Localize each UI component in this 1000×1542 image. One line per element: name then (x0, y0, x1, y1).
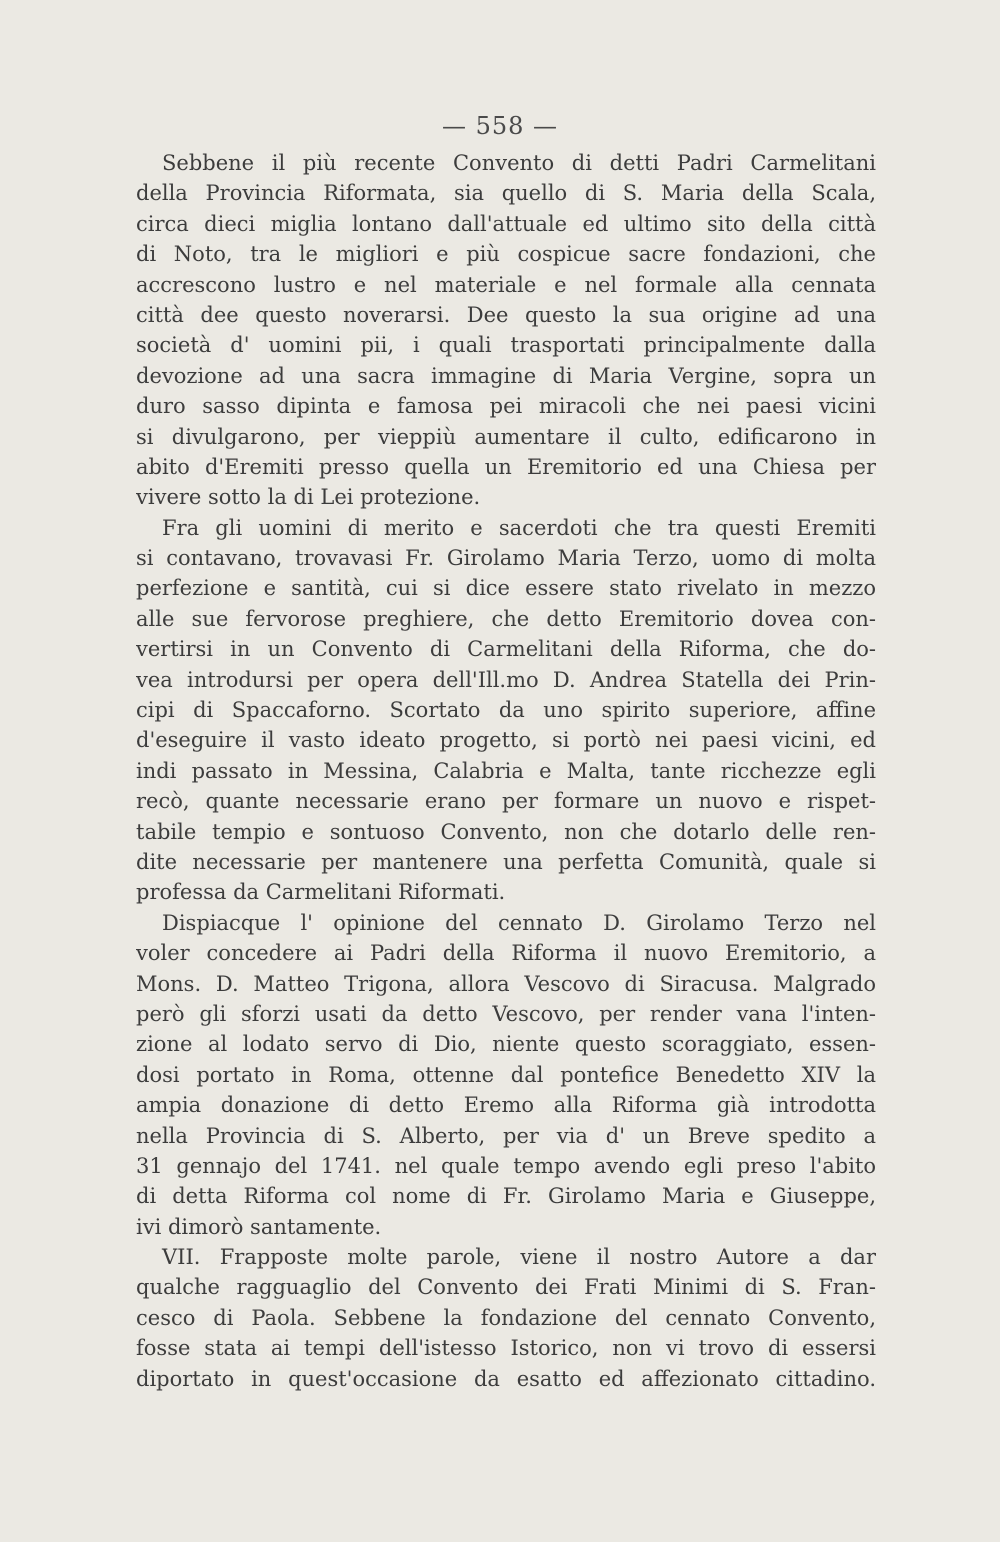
text-line: alle sue fervorose preghiere, che detto Eremitorio dovea con- (136, 606, 876, 631)
text-line: Sebbene il più recente Convento di detti Padri Carmelitani (162, 151, 876, 175)
text-line: perfezione e santità, cui si dice essere stato rivelato in mezzo (136, 576, 876, 601)
text-line: città dee questo noverarsi. Dee questo la sua origine ad una (136, 302, 876, 327)
page-number: — 558 — (441, 112, 559, 140)
text-line: cesco di Paola. Sebbene la fondazione del cennato Convento, (136, 1305, 876, 1330)
text-line: ivi dimorò santamente. (136, 1214, 382, 1239)
text-line: vertirsi in un Convento di Carmelitani della Riforma, che do- (136, 637, 876, 662)
text-line: circa dieci miglia lontano dall'attuale ed ultimo sito della città (136, 211, 876, 236)
text-line: dite necessarie per mantenere una perfetta Comunità, quale si (136, 849, 876, 874)
text-line: si divulgarono, per vieppiù aumentare il culto, edificarono in (136, 424, 876, 449)
text-line: devozione ad una sacra immagine di Maria Vergine, sopra un (136, 363, 876, 388)
text-line: Dispiacque l' opinione del cennato D. Girolamo Terzo nel (162, 910, 876, 935)
text-line: Fra gli uomini di merito e sacerdoti che tra questi Eremiti (162, 515, 876, 540)
text-line: di detta Riforma col nome di Fr. Girolamo Maria e Giuseppe, (136, 1184, 876, 1209)
text-line: diportato in quest'occasione da esatto ed affezionato cittadino. (136, 1366, 876, 1391)
text-line: accrescono lustro e nel materiale e nel formale alla cennata (136, 272, 876, 297)
text-line: però gli sforzi usati da detto Vescovo, per render vana l'inten- (136, 1001, 876, 1026)
text-line: tabile tempio e sontuoso Convento, non che dotarlo delle ren- (136, 819, 876, 844)
body-text (136, 148, 876, 1394)
text-line: Mons. D. Matteo Trigona, allora Vescovo di Siracusa. Malgrado (136, 971, 876, 996)
text-line: nella Provincia di S. Alberto, per via d' un Breve spedito a (136, 1123, 876, 1148)
text-line: ampia donazione di detto Eremo alla Riforma già introdotta (136, 1093, 876, 1118)
text-line: dosi portato in Roma, ottenne dal pontefice Benedetto XIV la (136, 1062, 876, 1087)
text-line: cipi di Spaccaforno. Scortato da uno spirito superiore, affine (136, 698, 876, 723)
text-line: voler concedere ai Padri della Riforma il nuovo Eremitorio, a (136, 941, 876, 966)
text-line: vea introdursi per opera dell'Ill.mo D. Andrea Statella dei Prin- (136, 667, 876, 692)
text-line: zione al lodato servo di Dio, niente questo scoraggiato, essen- (136, 1032, 876, 1057)
text-line: società d' uomini pii, i quali trasportati principalmente dalla (136, 333, 876, 358)
text-line: fosse stata ai tempi dell'istesso Istorico, non vi trovo di essersi (136, 1336, 876, 1361)
text-line: si contavano, trovavasi Fr. Girolamo Maria Terzo, uomo di molta (136, 546, 876, 571)
text-line: VII. Frapposte molte parole, viene il nostro Autore a dar (162, 1245, 876, 1270)
text-line: della Provincia Riformata, sia quello di S. Maria della Scala, (136, 181, 876, 206)
text-line: duro sasso dipinta e famosa pei miracoli che nei paesi vicini (136, 394, 876, 419)
text-line: indi passato in Messina, Calabria e Malta, tante ricchezze egli (136, 758, 876, 783)
text-line: qualche ragguaglio del Convento dei Frati Minimi di S. Fran- (136, 1275, 876, 1300)
text-line: d'eseguire il vasto ideato progetto, si portò nei paesi vicini, ed (136, 728, 876, 753)
text-line: vivere sotto la di Lei protezione. (136, 485, 481, 510)
text-line: recò, quante necessarie erano per formare un nuovo e rispet- (136, 789, 876, 814)
text-line: di Noto, tra le migliori e più cospicue sacre fondazioni, che (136, 242, 876, 267)
text-line: professa da Carmelitani Riformati. (136, 880, 506, 905)
text-line: 31 gennajo del 1741. nel quale tempo avendo egli preso l'abito (136, 1153, 876, 1178)
text-line: abito d'Eremiti presso quella un Eremitorio ed una Chiesa per (136, 454, 876, 479)
